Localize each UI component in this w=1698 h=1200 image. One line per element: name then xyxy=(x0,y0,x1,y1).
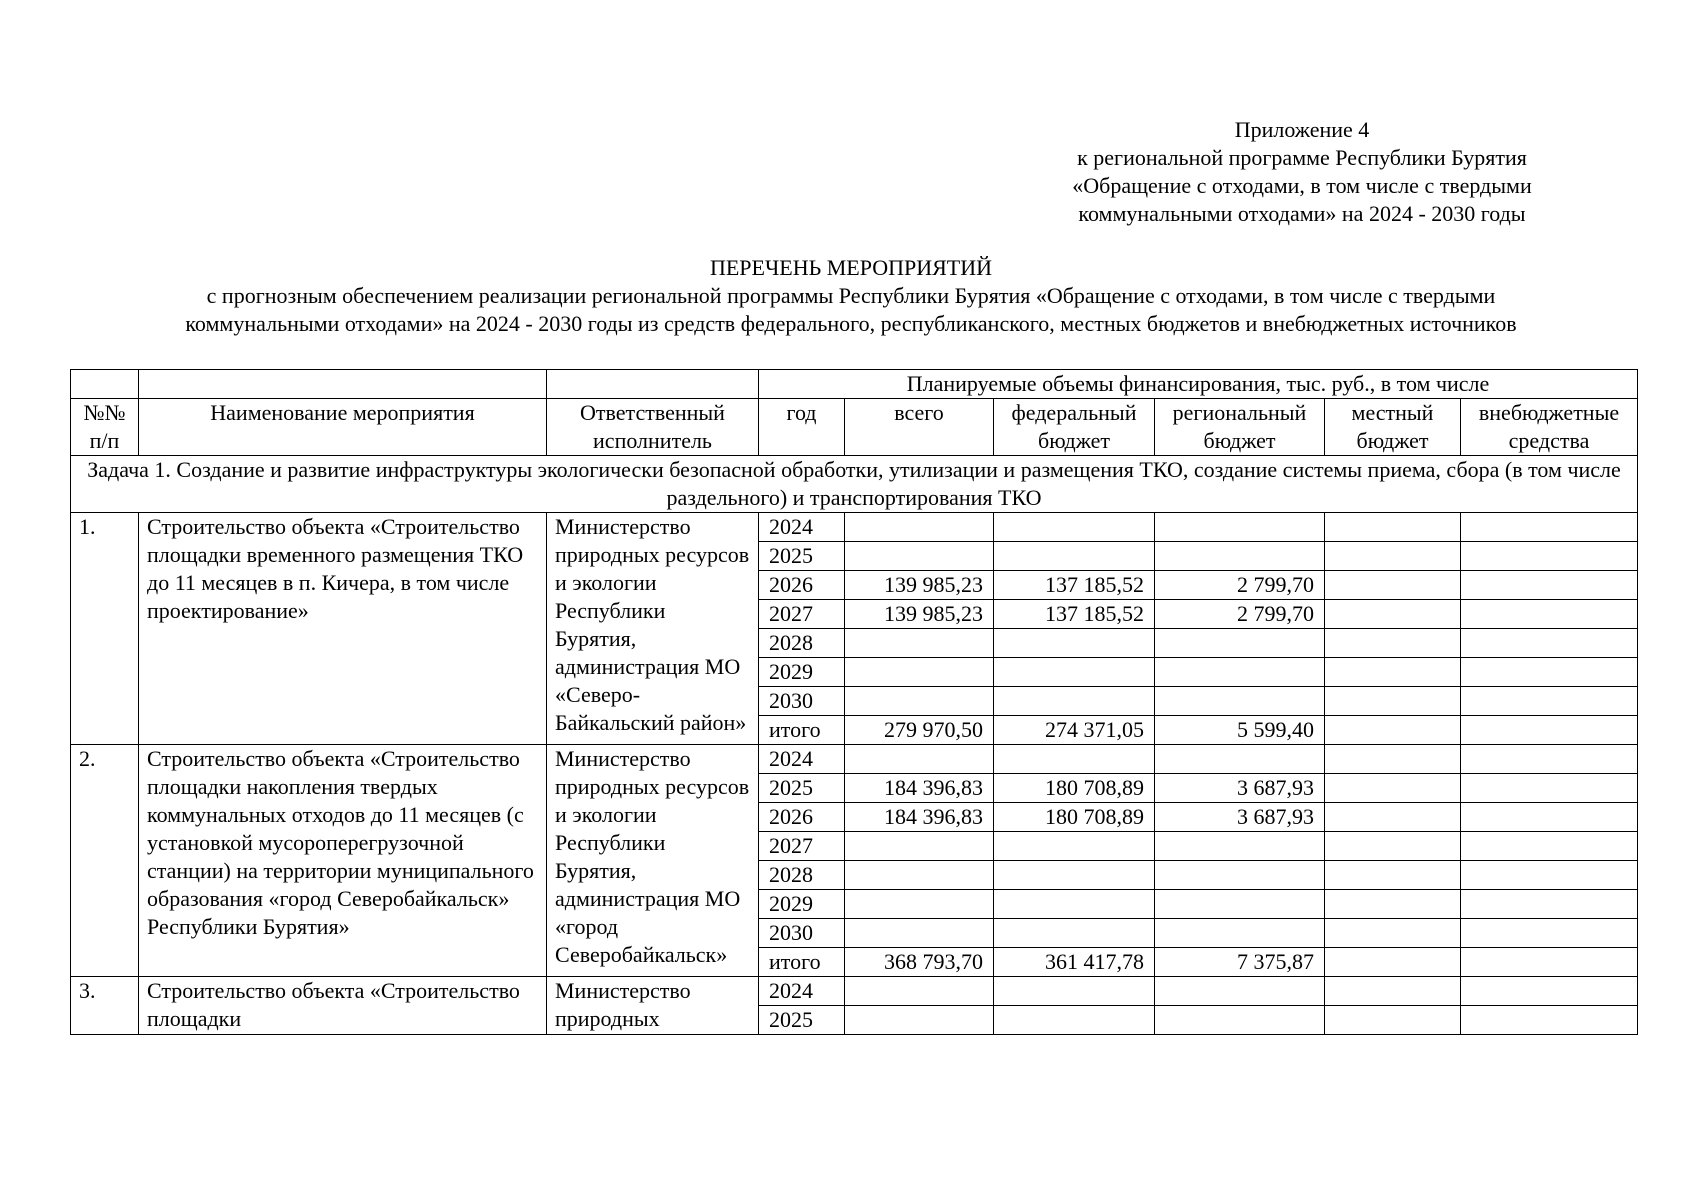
cell-regional: 2 799,70 xyxy=(1155,571,1325,600)
funding-table xyxy=(70,369,1638,1035)
cell-federal xyxy=(994,745,1155,774)
cell-local xyxy=(1325,832,1461,861)
cell-year: 2025 xyxy=(759,774,845,803)
cell-local xyxy=(1325,571,1461,600)
cell-federal xyxy=(994,890,1155,919)
cell-extra xyxy=(1461,948,1638,977)
cell-regional xyxy=(1155,629,1325,658)
cell-local xyxy=(1325,658,1461,687)
cell-extra xyxy=(1461,542,1638,571)
cell-extra xyxy=(1461,861,1638,890)
cell-federal xyxy=(994,513,1155,542)
item-number: 3. xyxy=(71,977,139,1035)
cell-local xyxy=(1325,745,1461,774)
cell-year: итого xyxy=(759,948,845,977)
title-heading: ПЕРЕЧЕНЬ МЕРОПРИЯТИЙ xyxy=(709,255,993,280)
header-regional-line1: региональный xyxy=(1172,400,1307,425)
title-line: с прогнозным обеспечением реализации региональной программы Республики Бурятия «Обращение с отходами, в том числе с твердыми xyxy=(206,283,1496,308)
cell-local xyxy=(1325,1006,1461,1035)
header-local-line1: местный xyxy=(1351,400,1434,425)
cell-regional: 7 375,87 xyxy=(1155,948,1325,977)
cell-federal: 274 371,05 xyxy=(994,716,1155,745)
cell-local xyxy=(1325,890,1461,919)
cell-total: 184 396,83 xyxy=(845,803,994,832)
header-year: год xyxy=(759,399,845,456)
header-row xyxy=(71,399,1638,456)
cell-federal xyxy=(994,542,1155,571)
header-num-line1: №№ xyxy=(83,400,126,425)
cell-extra xyxy=(1461,919,1638,948)
item-executor: Министерство природных ресурсов и экологии Республики Бурятия, администрация МО «Северо-Байкальский район» xyxy=(547,513,759,745)
cell-total xyxy=(845,542,994,571)
cell-federal xyxy=(994,629,1155,658)
cell-local xyxy=(1325,687,1461,716)
cell-year: 2028 xyxy=(759,629,845,658)
cell-local xyxy=(1325,629,1461,658)
cell-federal xyxy=(994,861,1155,890)
cell-regional: 3 687,93 xyxy=(1155,774,1325,803)
cell-regional xyxy=(1155,1006,1325,1035)
header-cell-empty xyxy=(71,370,139,399)
cell-extra xyxy=(1461,832,1638,861)
cell-federal: 137 185,52 xyxy=(994,600,1155,629)
cell-regional xyxy=(1155,745,1325,774)
cell-year: 2026 xyxy=(759,803,845,832)
cell-federal: 180 708,89 xyxy=(994,774,1155,803)
item-name: Строительство объекта «Строительство площадки xyxy=(139,977,547,1035)
cell-local xyxy=(1325,542,1461,571)
cell-extra xyxy=(1461,687,1638,716)
cell-federal xyxy=(994,832,1155,861)
table-row xyxy=(71,513,1638,542)
cell-local xyxy=(1325,774,1461,803)
cell-extra xyxy=(1461,803,1638,832)
table-row xyxy=(71,977,1638,1006)
cell-local xyxy=(1325,600,1461,629)
cell-extra xyxy=(1461,513,1638,542)
cell-total xyxy=(845,658,994,687)
table-row xyxy=(71,745,1638,774)
cell-federal: 137 185,52 xyxy=(994,571,1155,600)
cell-total xyxy=(845,919,994,948)
document-title xyxy=(70,254,1632,338)
header-row-group xyxy=(71,370,1638,399)
cell-total: 368 793,70 xyxy=(845,948,994,977)
appendix-line: Приложение 4 xyxy=(1234,117,1370,142)
cell-federal: 180 708,89 xyxy=(994,803,1155,832)
cell-local xyxy=(1325,977,1461,1006)
item-name: Строительство объекта «Строительство площадки накопления твердых коммунальных отходов до 11 месяцев (с установкой мусороперегрузочной станции) на территории муниципального образования «город Северобайкальск» Республики Бурятия» xyxy=(139,745,547,977)
item-name: Строительство объекта «Строительство площадки временного размещения ТКО до 11 месяцев в п. Кичера, в том числе проектирование» xyxy=(139,513,547,745)
cell-federal: 361 417,78 xyxy=(994,948,1155,977)
cell-extra xyxy=(1461,716,1638,745)
cell-year: 2029 xyxy=(759,890,845,919)
cell-local xyxy=(1325,948,1461,977)
header-extra-line2: средства xyxy=(1508,428,1590,453)
cell-federal xyxy=(994,919,1155,948)
task-row xyxy=(71,456,1638,513)
header-cell-empty xyxy=(547,370,759,399)
cell-year: 2025 xyxy=(759,1006,845,1035)
cell-year: 2030 xyxy=(759,919,845,948)
cell-total xyxy=(845,745,994,774)
cell-regional xyxy=(1155,977,1325,1006)
cell-regional: 2 799,70 xyxy=(1155,600,1325,629)
cell-total xyxy=(845,861,994,890)
cell-regional xyxy=(1155,832,1325,861)
cell-federal xyxy=(994,1006,1155,1035)
cell-total xyxy=(845,513,994,542)
cell-regional: 3 687,93 xyxy=(1155,803,1325,832)
header-num-line2: п/п xyxy=(89,428,120,453)
cell-regional: 5 599,40 xyxy=(1155,716,1325,745)
header-num xyxy=(71,399,139,456)
cell-local xyxy=(1325,716,1461,745)
cell-regional xyxy=(1155,513,1325,542)
cell-year: 2024 xyxy=(759,513,845,542)
cell-total xyxy=(845,687,994,716)
cell-year: 2024 xyxy=(759,745,845,774)
header-regional xyxy=(1155,399,1325,456)
cell-total: 184 396,83 xyxy=(845,774,994,803)
cell-local xyxy=(1325,513,1461,542)
header-total: всего xyxy=(845,399,994,456)
header-executor-line1: Ответственный xyxy=(580,400,725,425)
header-federal-line1: федеральный xyxy=(1011,400,1137,425)
cell-federal xyxy=(994,977,1155,1006)
cell-extra xyxy=(1461,571,1638,600)
header-local xyxy=(1325,399,1461,456)
cell-total xyxy=(845,890,994,919)
cell-total xyxy=(845,977,994,1006)
cell-regional xyxy=(1155,919,1325,948)
header-local-line2: бюджет xyxy=(1356,428,1429,453)
cell-year: 2025 xyxy=(759,542,845,571)
header-extra xyxy=(1461,399,1638,456)
cell-total xyxy=(845,832,994,861)
cell-extra xyxy=(1461,658,1638,687)
header-regional-line2: бюджет xyxy=(1203,428,1276,453)
cell-year: 2028 xyxy=(759,861,845,890)
cell-year: 2024 xyxy=(759,977,845,1006)
cell-regional xyxy=(1155,890,1325,919)
cell-year: итого xyxy=(759,716,845,745)
cell-total: 139 985,23 xyxy=(845,571,994,600)
header-name: Наименование мероприятия xyxy=(139,399,547,456)
cell-year: 2027 xyxy=(759,600,845,629)
cell-local xyxy=(1325,803,1461,832)
header-federal xyxy=(994,399,1155,456)
cell-federal xyxy=(994,687,1155,716)
cell-total xyxy=(845,1006,994,1035)
cell-extra xyxy=(1461,977,1638,1006)
cell-year: 2029 xyxy=(759,658,845,687)
appendix-line: «Обращение с отходами, в том числе с твердыми xyxy=(1072,173,1532,198)
cell-extra xyxy=(1461,1006,1638,1035)
header-federal-line2: бюджет xyxy=(1038,428,1110,453)
cell-local xyxy=(1325,861,1461,890)
item-number: 1. xyxy=(71,513,139,745)
item-executor: Министерство природных ресурсов и экологии Республики Бурятия, администрация МО «город Северобайкальск» xyxy=(547,745,759,977)
cell-extra xyxy=(1461,600,1638,629)
header-cell-empty xyxy=(139,370,547,399)
header-executor xyxy=(547,399,759,456)
title-line: коммунальными отходами» на 2024 - 2030 годы из средств федерального, республиканского, местных бюджетов и внебюджетных источников xyxy=(185,311,1517,336)
header-executor-line2: исполнитель xyxy=(593,428,712,453)
cell-extra xyxy=(1461,745,1638,774)
header-extra-line1: внебюджетные xyxy=(1478,400,1620,425)
cell-year: 2027 xyxy=(759,832,845,861)
cell-year: 2026 xyxy=(759,571,845,600)
header-funding-group: Планируемые объемы финансирования, тыс. руб., в том числе xyxy=(759,370,1638,399)
appendix-line: к региональной программе Республики Бурятия xyxy=(1077,145,1527,170)
cell-regional xyxy=(1155,658,1325,687)
task-title: Задача 1. Создание и развитие инфраструктуры экологически безопасной обработки, утилизации и размещения ТКО, создание системы приема, сбора (в том числе раздельного) и транспортирования ТКО xyxy=(71,456,1638,513)
cell-regional xyxy=(1155,687,1325,716)
cell-regional xyxy=(1155,861,1325,890)
cell-extra xyxy=(1461,890,1638,919)
cell-total: 279 970,50 xyxy=(845,716,994,745)
appendix-block xyxy=(1022,116,1582,228)
cell-federal xyxy=(994,658,1155,687)
cell-regional xyxy=(1155,542,1325,571)
cell-extra xyxy=(1461,629,1638,658)
cell-extra xyxy=(1461,774,1638,803)
item-number: 2. xyxy=(71,745,139,977)
cell-local xyxy=(1325,919,1461,948)
cell-total: 139 985,23 xyxy=(845,600,994,629)
appendix-line: коммунальными отходами» на 2024 - 2030 годы xyxy=(1078,201,1526,226)
cell-total xyxy=(845,629,994,658)
cell-year: 2030 xyxy=(759,687,845,716)
item-executor: Министерство природных xyxy=(547,977,759,1035)
